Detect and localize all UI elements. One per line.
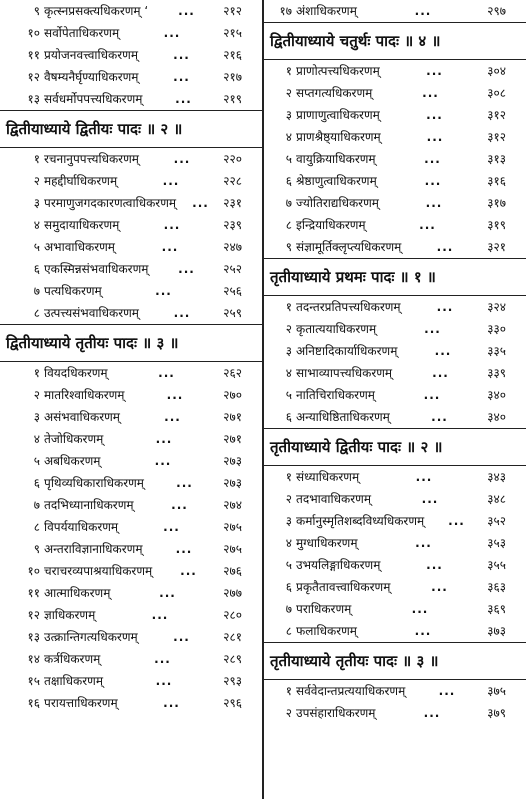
toc-entry bbox=[264, 0, 526, 22]
leader-dots: ... bbox=[164, 410, 181, 424]
entry-title: संध्याधिकरणम् bbox=[296, 470, 360, 484]
entry-title: उत्क्रान्तिगत्यधिकरणम् bbox=[44, 630, 138, 644]
left-column bbox=[0, 0, 262, 799]
entry-number: ६ bbox=[285, 410, 292, 424]
leader-dots: ... bbox=[178, 4, 195, 18]
entry-title: प्रकृतैतावत्त्वाधिकरणम् bbox=[296, 580, 391, 594]
page-number: २१६ bbox=[223, 48, 242, 62]
entry-title: कर्मानुस्मृतिशब्दविध्यधिकरणम् bbox=[296, 514, 425, 528]
page-number: ३१२ bbox=[487, 130, 506, 144]
toc-entry bbox=[0, 516, 262, 538]
leader-dots: ... bbox=[426, 558, 443, 572]
toc-entry bbox=[0, 582, 262, 604]
entry-number: ४ bbox=[33, 218, 40, 232]
toc-entry bbox=[0, 538, 262, 560]
entry-title: असंभवाधिकरणम् bbox=[44, 410, 120, 424]
toc-entry bbox=[264, 702, 526, 724]
toc-entry bbox=[0, 0, 262, 22]
entry-number: १५ bbox=[27, 674, 40, 688]
leader-dots: ... bbox=[431, 580, 448, 594]
entry-title: ज्ञाधिकरणम् bbox=[44, 608, 96, 622]
leader-dots: ... bbox=[173, 630, 190, 644]
page-number: ३१९ bbox=[487, 218, 506, 232]
entry-title: उपसंहाराधिकरणम् bbox=[296, 706, 376, 720]
section-3-3-entries bbox=[264, 680, 526, 724]
page-number: ३४३ bbox=[487, 470, 506, 484]
page-number: ३३० bbox=[487, 322, 506, 336]
entry-number: ७ bbox=[285, 602, 292, 616]
page-number: २७६ bbox=[223, 564, 242, 578]
entry-number: १० bbox=[27, 26, 40, 40]
toc-entry bbox=[0, 192, 262, 214]
page-number: ३७९ bbox=[487, 706, 506, 720]
page-number: ३६९ bbox=[487, 602, 506, 616]
entry-title: महद्दीर्घाधिकरणम् bbox=[44, 174, 118, 188]
page-number: ३२४ bbox=[487, 300, 506, 314]
entry-number: ३ bbox=[285, 514, 292, 528]
entry-number: ७ bbox=[33, 498, 40, 512]
entry-title: साभाव्यापत्त्यधिकरणम् bbox=[296, 366, 393, 380]
entry-number: १ bbox=[285, 300, 292, 314]
section-heading-2-3: द्वितीयाध्याये तृतीयः पादः ॥ ३ ॥ bbox=[0, 324, 262, 362]
toc-entry bbox=[264, 576, 526, 598]
entry-number: २ bbox=[33, 174, 40, 188]
entry-title: परायत्ताधिकरणम् bbox=[44, 696, 118, 710]
entry-number: ९ bbox=[33, 542, 40, 556]
leader-dots: ... bbox=[175, 542, 193, 556]
toc-entry bbox=[0, 450, 262, 472]
section-2-2-entries bbox=[0, 148, 262, 324]
toc-entry bbox=[264, 466, 526, 488]
section-heading-3-3: तृतीयाध्याये तृतीयः पादः ॥ ३ ॥ bbox=[264, 642, 526, 680]
entry-title: अभावाधिकरणम् bbox=[44, 240, 115, 254]
entry-title: कृतात्ययाधिकरणम् bbox=[296, 322, 377, 336]
entry-number: १४ bbox=[27, 652, 40, 666]
page-number: २६२ bbox=[223, 366, 242, 380]
toc-entry bbox=[264, 60, 526, 82]
entry-title: तदन्तरप्रतिपत्त्यधिकरणम् bbox=[296, 300, 401, 314]
leader-dots: ... bbox=[155, 284, 172, 298]
toc-entry bbox=[0, 604, 262, 626]
toc-entry bbox=[0, 280, 262, 302]
entry-number: २ bbox=[285, 86, 292, 100]
toc-entry bbox=[264, 406, 526, 428]
leader-dots: ... bbox=[175, 92, 192, 106]
entry-title: अन्याधिष्ठिताधिकरणम् bbox=[296, 410, 390, 424]
toc-entry bbox=[0, 494, 262, 516]
leader-dots: ... bbox=[448, 514, 465, 528]
toc-entry bbox=[0, 66, 262, 88]
entry-number: ८ bbox=[33, 520, 40, 534]
entry-number: ५ bbox=[285, 152, 292, 166]
toc-entry bbox=[0, 670, 262, 692]
page-number: ३५५ bbox=[487, 558, 506, 572]
entry-title: प्राणश्रैष्ठ्याधिकरणम् bbox=[296, 130, 381, 144]
entry-number: २ bbox=[33, 388, 40, 402]
toc-entry bbox=[264, 488, 526, 510]
toc-entry bbox=[0, 22, 262, 44]
page-number: ३५२ bbox=[487, 514, 506, 528]
toc-entry bbox=[264, 340, 526, 362]
toc-entry bbox=[0, 214, 262, 236]
entry-number: ३ bbox=[33, 410, 40, 424]
leader-dots: ... bbox=[425, 196, 443, 210]
leader-dots: ... bbox=[423, 706, 441, 720]
entry-number: ९ bbox=[33, 4, 40, 18]
entry-title: उत्पत्त्यसंभवाधिकरणम् bbox=[44, 306, 139, 320]
leader-dots: ... bbox=[432, 366, 449, 380]
leader-dots: ... bbox=[163, 218, 181, 232]
page-number: २१५ bbox=[223, 26, 242, 40]
entry-title: ज्योतिराद्यधिकरणम् bbox=[296, 196, 379, 210]
entry-number: ११ bbox=[27, 48, 40, 62]
leader-dots: ... bbox=[173, 306, 191, 320]
page-number: ३५३ bbox=[487, 536, 506, 550]
toc-entry bbox=[264, 598, 526, 620]
entry-number: १ bbox=[285, 64, 292, 78]
leader-dots: ... bbox=[163, 26, 181, 40]
toc-entry bbox=[0, 472, 262, 494]
page-number: ३७३ bbox=[487, 624, 506, 638]
leader-dots: ... bbox=[424, 174, 442, 188]
toc-entry bbox=[264, 532, 526, 554]
leader-dots: ... bbox=[436, 240, 454, 254]
entry-number: ५ bbox=[33, 240, 40, 254]
entry-title: अनिष्टादिकार्याधिकरणम् bbox=[296, 344, 398, 358]
entry-title: प्राणाणुत्वाधिकरणम् bbox=[296, 108, 380, 122]
entry-number: ४ bbox=[33, 432, 40, 446]
page-number: २८० bbox=[223, 608, 242, 622]
entry-title: इन्द्रियाधिकरणम् bbox=[296, 218, 366, 232]
toc-entry bbox=[0, 236, 262, 258]
entry-number: १२ bbox=[27, 608, 40, 622]
page-number: ३६३ bbox=[487, 580, 506, 594]
leader-dots: ... bbox=[163, 696, 180, 710]
leader-dots: ... bbox=[419, 218, 436, 232]
entry-number: ९ bbox=[285, 240, 292, 254]
leader-dots: ... bbox=[176, 476, 193, 490]
toc-entry bbox=[0, 626, 262, 648]
leader-dots: ... bbox=[426, 130, 444, 144]
page-number: २४७ bbox=[223, 240, 242, 254]
toc-entry bbox=[0, 692, 262, 714]
page-number: २७५ bbox=[223, 520, 242, 534]
toc-entry bbox=[264, 318, 526, 340]
page-number: ३३९ bbox=[487, 366, 506, 380]
leader-dots: ... bbox=[423, 388, 441, 402]
entry-number: १३ bbox=[27, 92, 40, 106]
page-number: ३१६ bbox=[487, 174, 506, 188]
page-number: २१२ bbox=[223, 4, 242, 18]
toc-entry bbox=[0, 428, 262, 450]
page-number: ३१२ bbox=[487, 108, 506, 122]
leader-dots: ... bbox=[161, 240, 179, 254]
toc-entry bbox=[0, 88, 262, 110]
toc-entry bbox=[264, 214, 526, 236]
toc-entry bbox=[264, 510, 526, 532]
entry-title: फलाधिकरणम् bbox=[296, 624, 357, 638]
entry-title: उभयलिङ्गाधिकरणम् bbox=[296, 558, 381, 572]
page-number: २१९ bbox=[223, 92, 242, 106]
entry-number: १३ bbox=[27, 630, 40, 644]
page-number: २३९ bbox=[223, 218, 242, 232]
leader-dots: ... bbox=[421, 492, 439, 506]
entry-title: अंशाधिकरणम् bbox=[296, 4, 357, 18]
page-number: ३१७ bbox=[487, 196, 506, 210]
entry-number: ६ bbox=[33, 262, 40, 276]
toc-entry bbox=[264, 126, 526, 148]
leader-dots: ... bbox=[178, 262, 195, 276]
entry-number: ८ bbox=[285, 624, 292, 638]
entry-title: तदभिध्यानाधिकरणम् bbox=[44, 498, 134, 512]
entry-number: २ bbox=[285, 322, 292, 336]
page-number: ३०८ bbox=[487, 86, 506, 100]
entry-title: सर्वधर्मोपपत्त्यधिकरणम् bbox=[44, 92, 143, 106]
page-number: २७३ bbox=[223, 476, 242, 490]
entry-number: १२ bbox=[27, 70, 40, 84]
entry-number: १ bbox=[33, 152, 40, 166]
section-heading-3-1: तृतीयाध्याये प्रथमः पादः ॥ १ ॥ bbox=[264, 258, 526, 296]
leader-dots: ... bbox=[415, 536, 432, 550]
entry-number: ८ bbox=[285, 218, 292, 232]
section-2-3-entries bbox=[0, 362, 262, 714]
page-number: २९६ bbox=[223, 696, 242, 710]
toc-entry bbox=[0, 406, 262, 428]
entry-number: ५ bbox=[285, 558, 292, 572]
page-number: ३४० bbox=[487, 388, 506, 402]
toc-entry bbox=[0, 302, 262, 324]
leader-dots: ... bbox=[426, 108, 443, 122]
leader-dots: ... bbox=[431, 410, 448, 424]
leader-dots: ... bbox=[434, 344, 452, 358]
toc-entry bbox=[0, 258, 262, 280]
entry-number: १७ bbox=[279, 4, 292, 18]
entry-title: पराधिकरणम् bbox=[296, 602, 352, 616]
leader-dots: ... bbox=[158, 366, 175, 380]
toc-entry bbox=[0, 44, 262, 66]
entry-number: ४ bbox=[285, 130, 292, 144]
leader-dots: ... bbox=[155, 674, 173, 688]
entry-number: १० bbox=[27, 564, 40, 578]
entry-number: ३ bbox=[285, 108, 292, 122]
entry-title: विपर्ययाधिकरणम् bbox=[44, 520, 119, 534]
page-number: ३१३ bbox=[487, 152, 506, 166]
toc-entry bbox=[264, 620, 526, 642]
entry-title: प्राणोत्पत्त्यधिकरणम् bbox=[296, 64, 380, 78]
leader-dots: ... bbox=[173, 70, 190, 84]
entry-number: ५ bbox=[33, 454, 40, 468]
entry-number: ६ bbox=[285, 580, 292, 594]
page-number: ३२१ bbox=[487, 240, 506, 254]
toc-entry bbox=[264, 148, 526, 170]
toc-entry bbox=[0, 560, 262, 582]
leader-dots: ... bbox=[414, 4, 432, 18]
page-number: २२० bbox=[223, 152, 242, 166]
toc-entry bbox=[264, 104, 526, 126]
entry-number: १ bbox=[285, 470, 292, 484]
leader-dots: ... bbox=[424, 152, 441, 166]
leader-dots: ... bbox=[159, 586, 176, 600]
page-number: २९३ bbox=[223, 674, 242, 688]
entry-number: ८ bbox=[33, 306, 40, 320]
toc-entry bbox=[264, 384, 526, 406]
entry-title: तेजोधिकरणम् bbox=[44, 432, 104, 446]
entry-number: ११ bbox=[27, 586, 40, 600]
right-column bbox=[264, 0, 526, 799]
entry-number: ७ bbox=[33, 284, 40, 298]
entry-title: तदभावाधिकरणम् bbox=[296, 492, 372, 506]
entry-number: २ bbox=[285, 492, 292, 506]
entry-title: पत्यधिकरणम् bbox=[44, 284, 102, 298]
toc-entry bbox=[264, 680, 526, 702]
entry-title: पृथिव्यधिकाराधिकरणम् bbox=[44, 476, 144, 490]
leader-dots: ... bbox=[436, 300, 454, 314]
leader-dots: ... bbox=[171, 498, 188, 512]
entry-title: चराचरव्यपाश्रयाधिकरणम् bbox=[44, 564, 153, 578]
page-number: २७४ bbox=[223, 498, 242, 512]
page-number: २८९ bbox=[223, 652, 242, 666]
section-heading-3-2: तृतीयाध्याये द्वितीयः पादः ॥ २ ॥ bbox=[264, 428, 526, 466]
entry-title: मातरिश्वाधिकरणम् bbox=[44, 388, 125, 402]
page-number: २८१ bbox=[223, 630, 242, 644]
toc-entry bbox=[0, 384, 262, 406]
leader-dots: ... bbox=[411, 602, 429, 616]
entry-title: समुदायाधिकरणम् bbox=[44, 218, 120, 232]
leader-dots: ... bbox=[166, 388, 184, 402]
leader-dots: ... bbox=[414, 624, 432, 638]
toc-entry bbox=[0, 648, 262, 670]
page-number: २७७ bbox=[223, 586, 242, 600]
page-number: २९७ bbox=[487, 4, 506, 18]
entry-title: सर्ववेदान्तप्रत्ययाधिकरणम् bbox=[296, 684, 406, 698]
left-top-entries bbox=[0, 0, 262, 110]
leader-dots: ... bbox=[154, 652, 171, 666]
entry-number: १६ bbox=[27, 696, 40, 710]
leader-dots: ... bbox=[192, 196, 209, 210]
entry-title: तक्षाधिकरणम् bbox=[44, 674, 104, 688]
leader-dots: ... bbox=[438, 684, 456, 698]
page-number: २५९ bbox=[223, 306, 242, 320]
entry-title: कृत्स्नप्रसक्त्यधिकरणम् ‘ bbox=[44, 4, 149, 18]
entry-title: प्रयोजनवत्त्वाधिकरणम् bbox=[44, 48, 139, 62]
leader-dots: ... bbox=[173, 152, 191, 166]
entry-title: वियदधिकरणम् bbox=[44, 366, 108, 380]
section-3-1-entries bbox=[264, 296, 526, 428]
entry-number: ४ bbox=[285, 366, 292, 380]
page-number: २७० bbox=[223, 388, 242, 402]
leader-dots: ... bbox=[180, 564, 197, 578]
toc-entry bbox=[264, 192, 526, 214]
leader-dots: ... bbox=[163, 520, 180, 534]
toc-entry bbox=[264, 296, 526, 318]
entry-title: सर्वोपेताधिकरणम् bbox=[44, 26, 120, 40]
toc-entry bbox=[0, 170, 262, 192]
section-heading-2-2: द्वितीयाध्याये द्वितीयः पादः ॥ २ ॥ bbox=[0, 110, 262, 148]
page-number: २७१ bbox=[223, 432, 242, 446]
entry-title: श्रेष्ठाणुत्वाधिकरणम् bbox=[296, 174, 377, 188]
page-number: ३४८ bbox=[487, 492, 506, 506]
section-2-4-entries bbox=[264, 60, 526, 258]
toc-entry bbox=[264, 554, 526, 576]
entry-title: मुग्धाधिकरणम् bbox=[296, 536, 358, 550]
entry-title: वैषम्यनैर्घृण्याधिकरणम् bbox=[44, 70, 139, 84]
page-number: २५६ bbox=[223, 284, 242, 298]
page-number: २७५ bbox=[223, 542, 242, 556]
entry-title: एकस्मिन्नसंभवाधिकरणम् bbox=[44, 262, 149, 276]
entry-title: आत्माधिकरणम् bbox=[44, 586, 111, 600]
toc-entry bbox=[264, 362, 526, 384]
entry-title: रचनानुपपत्त्यधिकरणम् bbox=[44, 152, 139, 166]
entry-title: अन्तराविज्ञानाधिकरणम् bbox=[44, 542, 143, 556]
entry-number: १ bbox=[285, 684, 292, 698]
entry-title: परमाणुजगदकारणत्वाधिकरणम् bbox=[44, 196, 177, 210]
page-number: ३४० bbox=[487, 410, 506, 424]
page-number: २५२ bbox=[223, 262, 242, 276]
entry-number: ६ bbox=[33, 476, 40, 490]
section-heading-2-4: द्वितीयाध्याये चतुर्थः पादः ॥ ४ ॥ bbox=[264, 22, 526, 60]
entry-number: ५ bbox=[285, 388, 292, 402]
right-top-entries bbox=[264, 0, 526, 22]
page-number: २२८ bbox=[223, 174, 242, 188]
entry-number: ३ bbox=[285, 344, 292, 358]
entry-number: २ bbox=[285, 706, 292, 720]
entry-title: वायुक्रियाधिकरणम् bbox=[296, 152, 376, 166]
toc-entry bbox=[0, 362, 262, 384]
entry-title: सप्तगत्यधिकरणम् bbox=[296, 86, 373, 100]
section-3-2-entries bbox=[264, 466, 526, 642]
entry-title: संज्ञामूर्तिक्लृप्त्यधिकरणम् bbox=[296, 240, 402, 254]
leader-dots: ... bbox=[424, 322, 441, 336]
leader-dots: ... bbox=[422, 86, 439, 100]
toc-entry bbox=[264, 170, 526, 192]
leader-dots: ... bbox=[415, 470, 433, 484]
page-number: २७१ bbox=[223, 410, 242, 424]
leader-dots: ... bbox=[155, 432, 173, 446]
toc-entry bbox=[264, 236, 526, 258]
entry-title: कर्त्रधिकरणम् bbox=[44, 652, 101, 666]
leader-dots: ... bbox=[151, 608, 169, 622]
entry-number: १ bbox=[33, 366, 40, 380]
page-number: २७३ bbox=[223, 454, 242, 468]
entry-number: ४ bbox=[285, 536, 292, 550]
page-number: २१७ bbox=[223, 70, 242, 84]
entry-title: अबधिकरणम् bbox=[44, 454, 101, 468]
leader-dots: ... bbox=[162, 174, 180, 188]
leader-dots: ... bbox=[154, 454, 172, 468]
page-number: ३०४ bbox=[487, 64, 506, 78]
entry-number: ७ bbox=[285, 196, 292, 210]
entry-number: ३ bbox=[33, 196, 40, 210]
leader-dots: ... bbox=[173, 48, 190, 62]
toc-entry bbox=[264, 82, 526, 104]
entry-title: नातिचिराधिकरणम् bbox=[296, 388, 375, 402]
toc-entry bbox=[0, 148, 262, 170]
leader-dots: ... bbox=[426, 64, 443, 78]
entry-number: ६ bbox=[285, 174, 292, 188]
page-number: ३३५ bbox=[487, 344, 506, 358]
page-number: २३१ bbox=[223, 196, 242, 210]
page-number: ३७५ bbox=[487, 684, 506, 698]
